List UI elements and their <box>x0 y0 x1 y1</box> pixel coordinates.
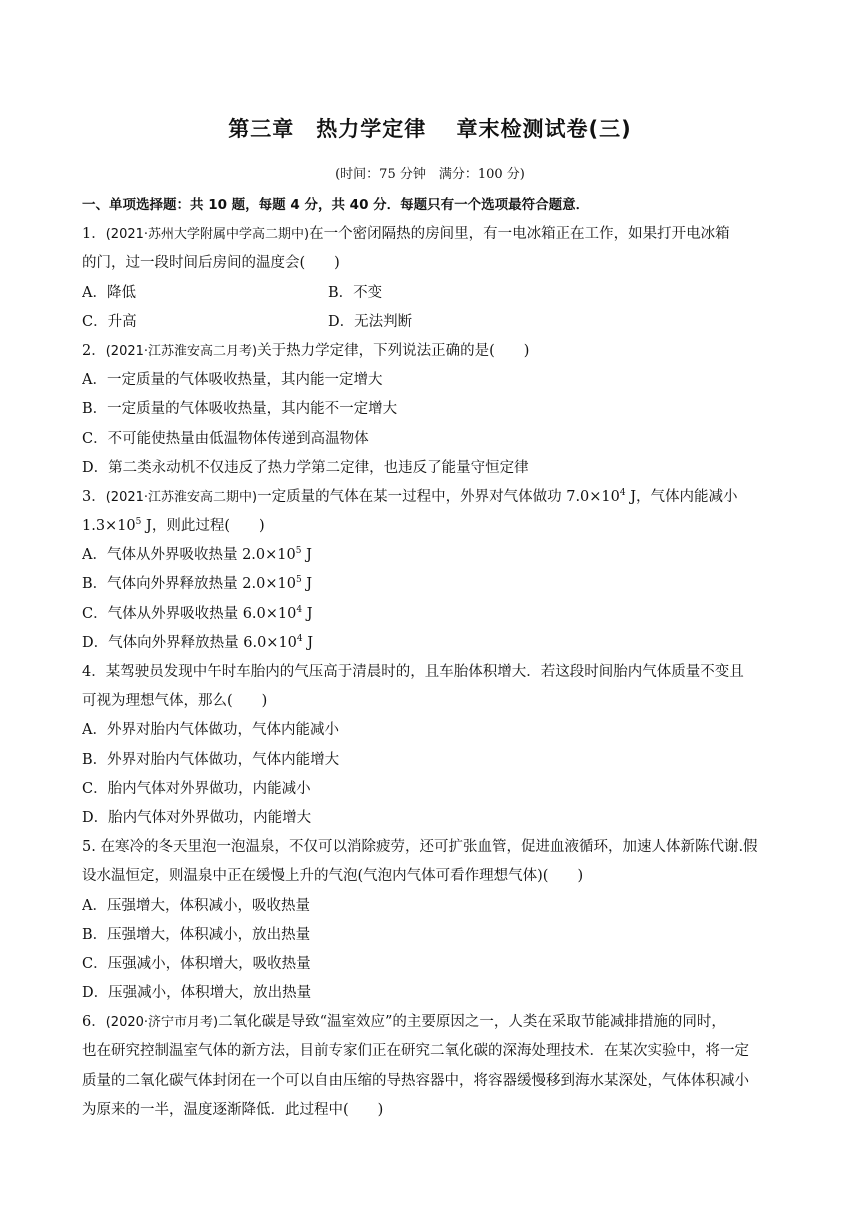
exam-info: (时间：75 分钟 满分：100 分) <box>335 167 525 182</box>
question-text: 关于热力学定律，下列说法正确的是( ) <box>257 342 530 359</box>
exponent: 4 <box>619 487 626 498</box>
option-c: C．胎内气体对外界做功，内能减小 <box>82 780 311 797</box>
option-b: B．外界对胎内气体做功，气体内能增大 <box>82 751 340 768</box>
question-1-stem-cont: 的门，过一段时间后房间的温度会( ) <box>82 255 340 272</box>
option-unit: J <box>302 605 313 622</box>
option-a <box>82 541 782 570</box>
exponent: 5 <box>295 575 302 586</box>
option-text: B．气体向外界释放热量 2.0×10 <box>82 576 296 593</box>
option-a: A．降低 <box>82 284 136 301</box>
option-unit: J <box>301 547 312 564</box>
question-2-stem <box>82 337 782 366</box>
question-6-stem <box>82 1008 782 1037</box>
option-c <box>82 600 782 629</box>
question-source: (2020·济宁市月考) <box>105 1015 219 1031</box>
option-a: A．一定质量的气体吸收热量，其内能一定增大 <box>82 372 383 389</box>
question-5-stem: 5. 在寒冷的冬天里泡一泡温泉，不仅可以消除疲劳，还可扩张血管，促进血液循环，加速人体新陈代谢.假 <box>82 839 758 856</box>
exponent: 5 <box>135 517 142 528</box>
option-a: A．压强增大，体积减小，吸收热量 <box>82 897 310 914</box>
exponent: 5 <box>295 546 302 557</box>
option-b: B．一定质量的气体吸收热量，其内能不一定增大 <box>82 401 398 418</box>
option-b: B．压强增大，体积减小，放出热量 <box>82 926 311 943</box>
question-source: (2021·苏州大学附属中学高二期中) <box>105 227 310 243</box>
option-b: B．不变 <box>328 284 383 301</box>
exponent: 4 <box>296 604 303 615</box>
question-4-stem-cont: 可视为理想气体，那么( ) <box>82 693 268 710</box>
question-1-options-ab <box>82 279 782 308</box>
option-d: D．第二类永动机不仅违反了热力学第二定律，也违反了能量守恒定律 <box>82 459 529 476</box>
question-1-stem <box>82 220 782 249</box>
option-c: C．升高 <box>82 313 137 330</box>
option-unit: J <box>302 634 314 651</box>
question-text: 二氧化碳是导致“温室效应”的主要原因之一，人类在采取节能减排措施的同时， <box>218 1014 726 1031</box>
option-unit: J <box>301 576 313 593</box>
option-b <box>82 570 782 599</box>
section-heading: 一、单项选择题：共 10 题，每题 4 分，共 40 分．每题只有一个选项最符合题意． <box>82 197 590 213</box>
question-6-stem-cont: 也在研究控制温室气体的新方法，目前专家们正在研究二氧化碳的深海处理技术．在某次实验中，将一定 <box>82 1043 749 1060</box>
question-source: (2021·江苏淮安高二月考) <box>105 343 258 359</box>
option-c: C．不可能使热量由低温物体传递到高温物体 <box>82 430 369 447</box>
question-text: J，则此过程( ) <box>141 518 265 535</box>
question-3-stem <box>82 483 782 512</box>
question-4-stem: 4．某驾驶员发现中午时车胎内的气压高于清晨时的，且车胎体积增大．若这段时间胎内气体质量不变且 <box>82 664 744 680</box>
option-d: D．压强减小，体积增大，放出热量 <box>82 985 312 1002</box>
option-c: C．压强减小，体积增大，吸收热量 <box>82 955 311 972</box>
question-number: 2． <box>82 342 106 359</box>
option-d: D．胎内气体对外界做功，内能增大 <box>82 809 312 826</box>
option-text: C．气体从外界吸收热量 6.0×10 <box>82 605 297 622</box>
question-list <box>82 191 782 1125</box>
exponent: 4 <box>296 633 303 644</box>
question-5-stem-cont: 设水温恒定，则温泉中正在缓慢上升的气泡(气泡内气体可看作理想气体)( ) <box>82 868 584 885</box>
question-text: J，气体内能减小 <box>625 488 738 505</box>
question-6-stem-cont: 质量的二氧化碳气体封闭在一个可以自由压缩的导热容器中，将容器缓慢移到海水某深处，气体体积减小 <box>82 1072 749 1089</box>
question-3-stem-cont <box>82 512 782 541</box>
question-1-options-cd <box>82 308 782 337</box>
option-d: D．无法判断 <box>328 313 413 330</box>
option-d <box>82 629 782 658</box>
option-text: D．气体向外界释放热量 6.0×10 <box>82 634 297 651</box>
question-number: 1． <box>82 226 106 243</box>
question-6-stem-cont: 为原来的一半，温度逐渐降低．此过程中( ) <box>82 1101 384 1118</box>
question-text: 一定质量的气体在某一过程中，外界对气体做功 7.0×10 <box>257 488 620 505</box>
option-text: A．气体从外界吸收热量 2.0×10 <box>82 547 296 564</box>
question-text: 1.3×10 <box>82 518 136 535</box>
question-text: 在一个密闭隔热的房间里，有一电冰箱正在工作，如果打开电冰箱 <box>309 226 730 243</box>
question-number: 3． <box>82 488 106 505</box>
question-source: (2021·江苏淮安高二期中) <box>105 489 258 505</box>
page-title: 第三章 热力学定律 章末检测试卷(三) <box>228 117 632 141</box>
option-a: A．外界对胎内气体做功，气体内能减小 <box>82 722 339 739</box>
question-number: 6． <box>82 1014 106 1031</box>
